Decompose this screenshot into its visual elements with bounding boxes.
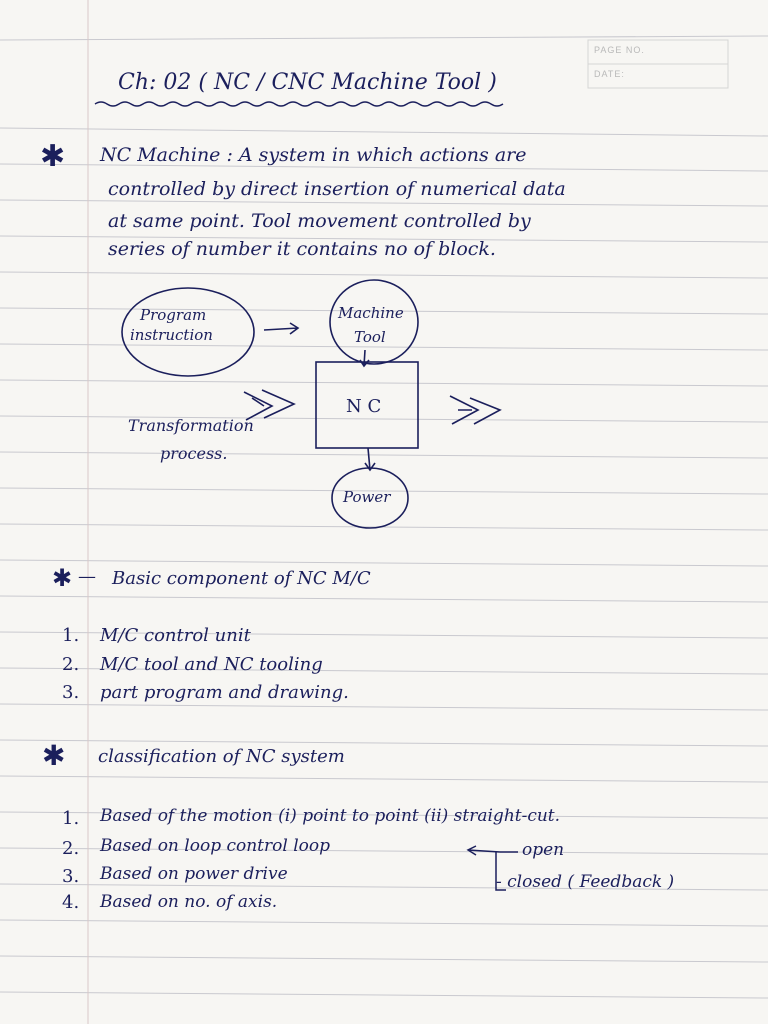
list-item-number: 3. — [62, 866, 80, 887]
basic-components-heading: Basic component of NC M/C — [112, 568, 371, 589]
machine-label-line-1: Machine — [338, 304, 404, 322]
asterisk-bullet-icon: ✱ — [40, 139, 66, 174]
list-item-number: 2. — [62, 654, 80, 675]
list-item-number: 1. — [62, 808, 80, 829]
asterisk-bullet-icon: ✱ — [42, 739, 66, 772]
basic-components-dash: — — [78, 566, 96, 587]
list-item: M/C tool and NC tooling — [100, 654, 323, 675]
transformation-label-line-1: Transformation — [128, 416, 254, 435]
asterisk-bullet-icon: ✱ — [52, 564, 73, 592]
machine-label-line-2: Tool — [354, 328, 386, 346]
nc-label: N C — [346, 396, 382, 417]
list-item-number: 4. — [62, 892, 80, 913]
date-label: DATE: — [594, 69, 625, 79]
list-item-number: 3. — [62, 682, 80, 703]
list-item: part program and drawing. — [100, 682, 349, 703]
list-item: Based on loop control loop — [100, 836, 331, 856]
definition-line-1: NC Machine : A system in which actions are — [100, 144, 527, 166]
list-item-number: 2. — [62, 838, 80, 859]
list-item-number: 1. — [62, 625, 80, 646]
closed-loop-label: - closed ( Feedback ) — [496, 872, 675, 892]
list-item: Based of the motion (i) point to point (ii) straight-cut. — [100, 806, 561, 826]
list-item: Based on no. of axis. — [100, 892, 278, 912]
open-loop-label: open — [522, 840, 565, 860]
page-title: Ch: 02 ( NC / CNC Machine Tool ) — [118, 70, 497, 95]
list-item: M/C control unit — [100, 625, 251, 646]
transformation-label-line-2: process. — [160, 444, 228, 463]
definition-line-4: series of number it contains no of block. — [108, 238, 496, 260]
program-label-line-2: instruction — [130, 326, 213, 344]
program-label-line-1: Program — [140, 306, 207, 324]
power-label: Power — [343, 488, 391, 506]
definition-line-3: at same point. Tool movement controlled by — [108, 210, 531, 232]
definition-line-2: controlled by direct insertion of numerical data — [108, 178, 566, 200]
classification-heading: classification of NC system — [98, 746, 345, 767]
page-number-label: PAGE NO. — [594, 45, 645, 55]
list-item: Based on power drive — [100, 864, 288, 884]
